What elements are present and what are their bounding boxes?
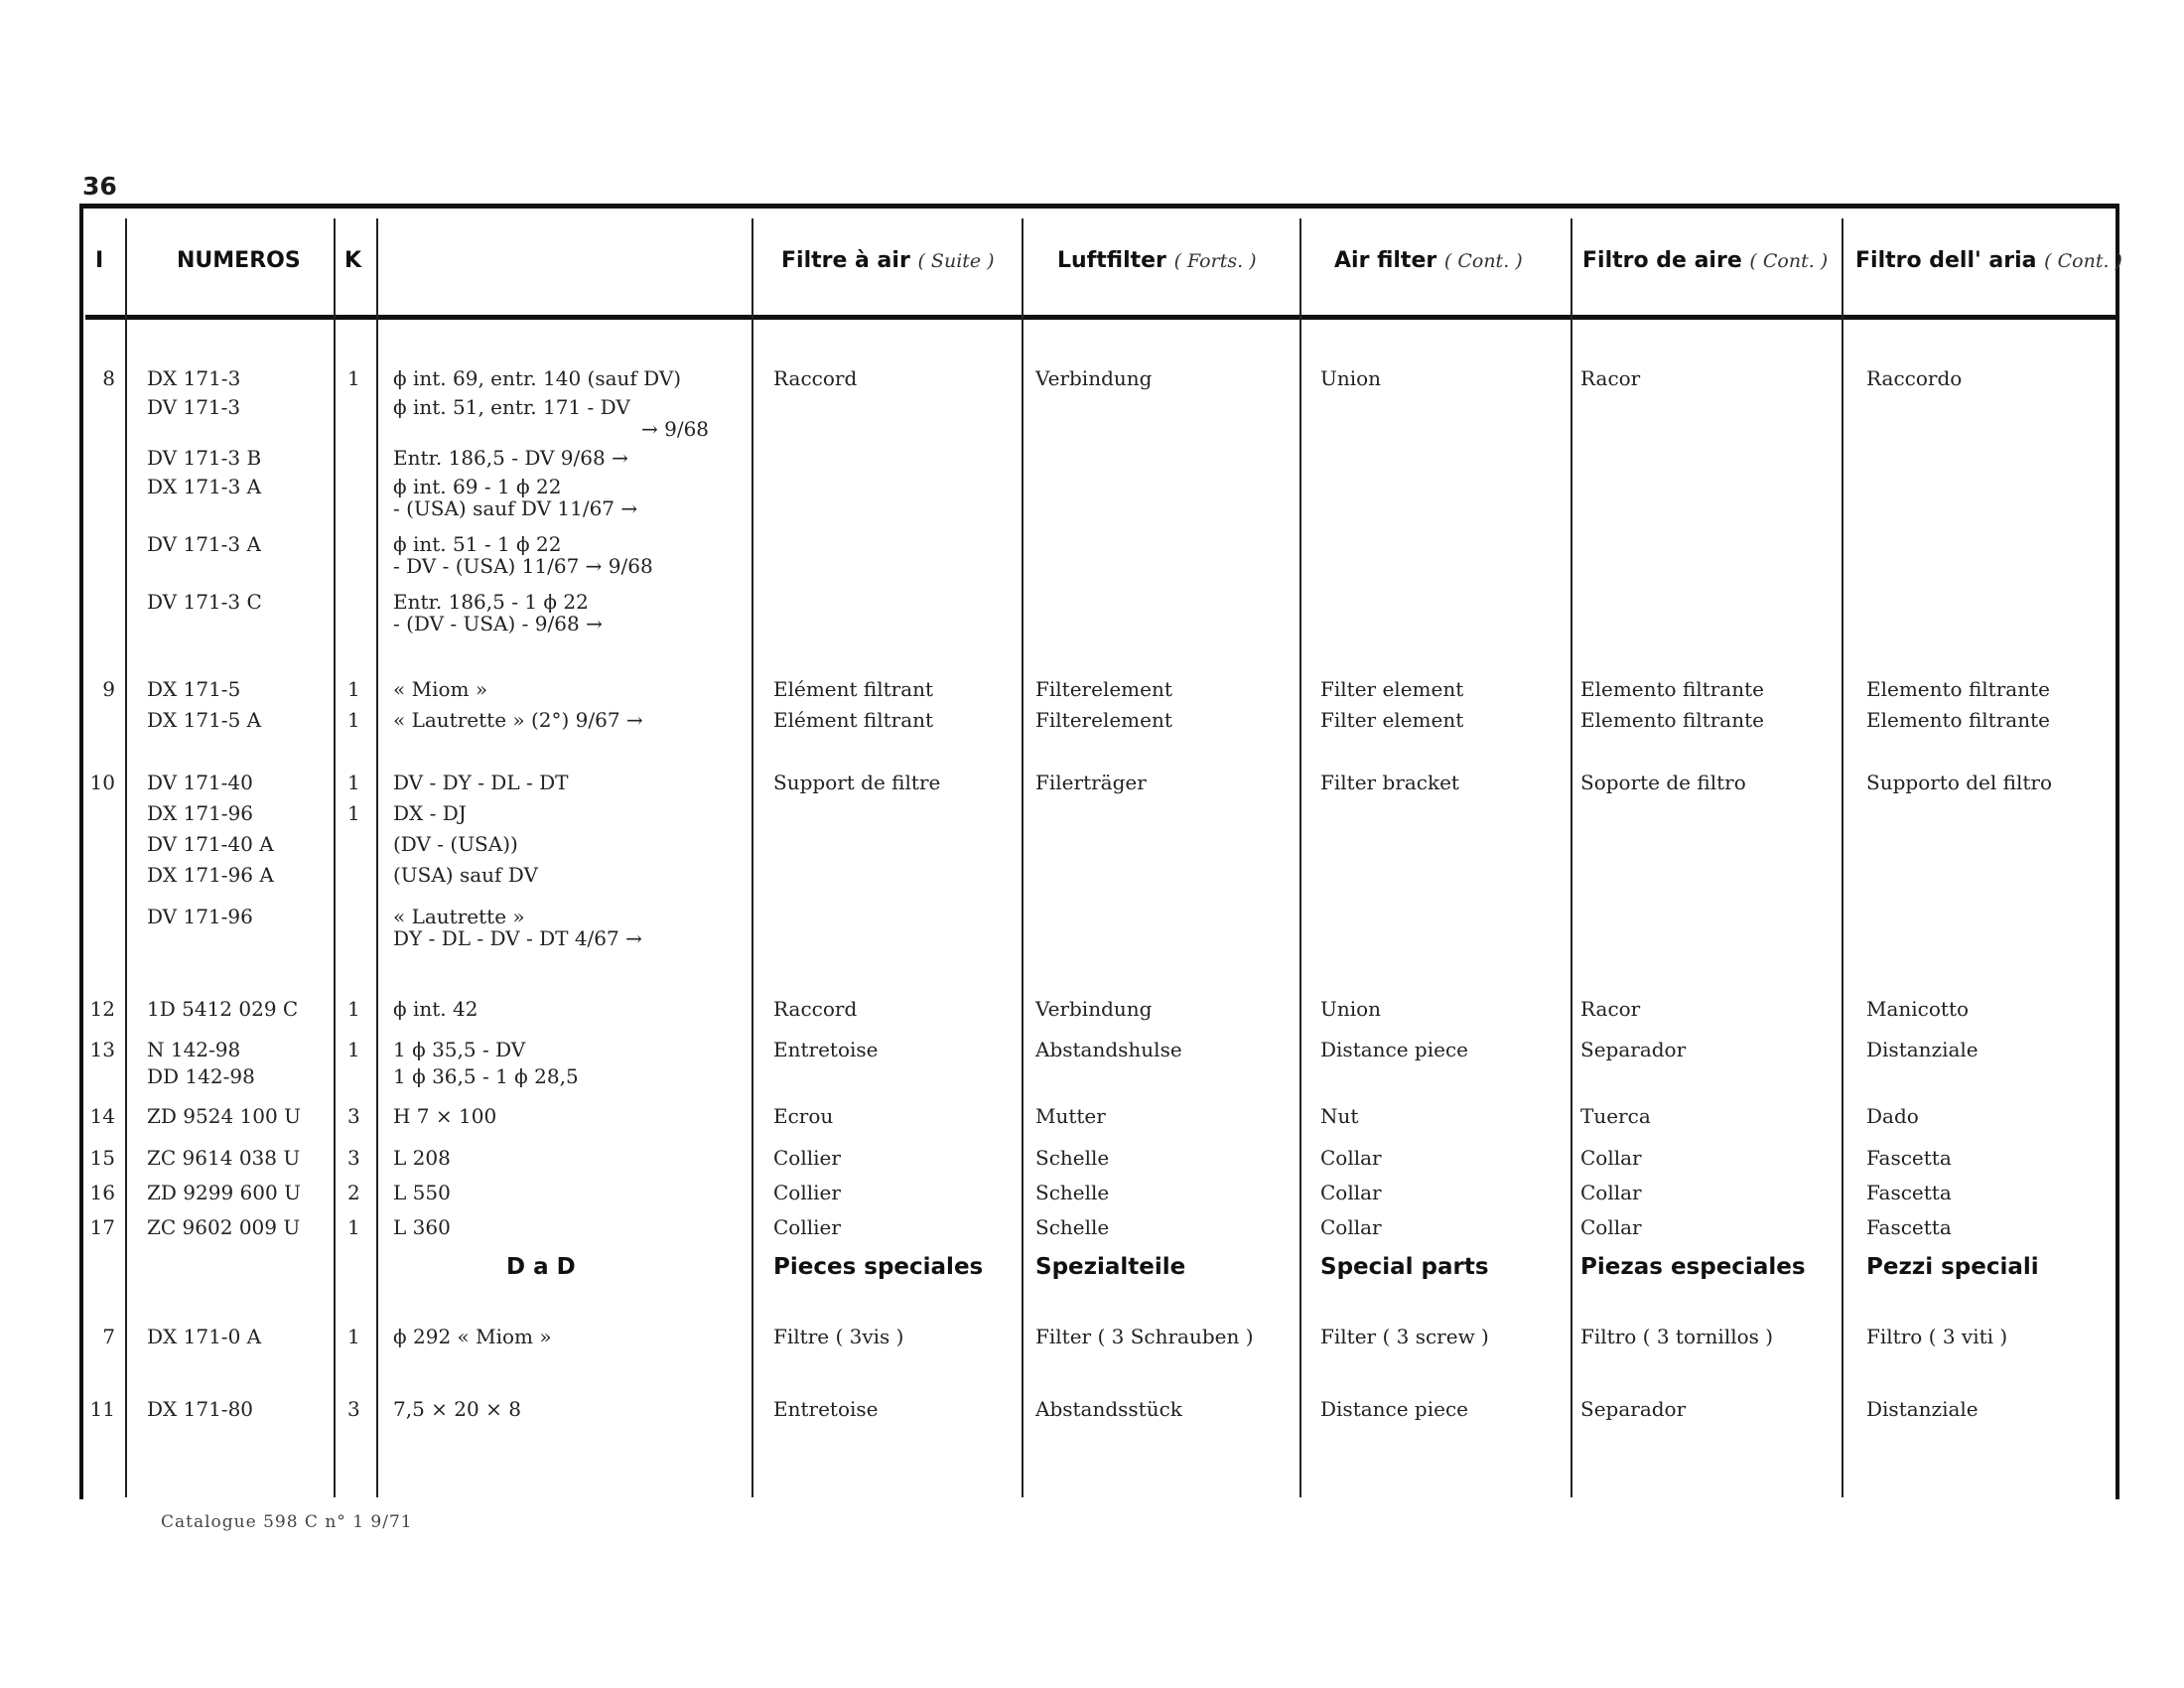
column-divider: [1299, 218, 1301, 1497]
quantity: 1: [347, 1215, 360, 1239]
quantity: 1: [347, 366, 360, 390]
french-name: Collier: [773, 1146, 841, 1170]
spanish-name: Soporte de filtro: [1580, 771, 1746, 794]
description-line: ϕ 292 « Miom »: [393, 1325, 552, 1348]
column-divider: [125, 218, 127, 1497]
german-name: Spezialteile: [1035, 1254, 1186, 1280]
english-name: Filter bracket: [1320, 771, 1459, 794]
part-number: DX 171-5 A: [147, 708, 262, 732]
part-number: DX 171-96: [147, 801, 254, 825]
italian-name: Manicotto: [1866, 997, 1970, 1021]
part-number: ZC 9602 009 U: [147, 1215, 301, 1239]
english-name: Filter ( 3 screw ): [1320, 1325, 1489, 1348]
english-name: Union: [1320, 997, 1382, 1021]
italian-name: Fascetta: [1866, 1146, 1952, 1170]
description-line: ϕ int. 42: [393, 997, 478, 1021]
description-line: ϕ int. 69 - 1 ϕ 22: [393, 475, 562, 498]
german-name: Abstandsstück: [1035, 1397, 1182, 1421]
spanish-name: Piezas especiales: [1580, 1254, 1806, 1280]
english-name: Filter element: [1320, 708, 1464, 732]
header-french: [781, 248, 995, 273]
column-divider: [376, 218, 378, 1497]
german-name: Filerträger: [1035, 771, 1147, 794]
quantity: 1: [347, 1325, 360, 1348]
german-name: Verbindung: [1035, 997, 1153, 1021]
part-number: DV 171-3 C: [147, 590, 262, 614]
quantity: 3: [347, 1146, 360, 1170]
description-line: ϕ int. 69, entr. 140 (sauf DV): [393, 366, 682, 390]
description-line: ϕ int. 51 - 1 ϕ 22: [393, 532, 562, 556]
description: [393, 678, 487, 700]
italian-name: Pezzi speciali: [1866, 1254, 2039, 1280]
description: [393, 533, 653, 577]
french-name: Raccord: [773, 997, 858, 1021]
italian-name: Supporto del filtro: [1866, 771, 2052, 794]
description: [393, 864, 538, 886]
description: [393, 1326, 552, 1347]
description: [393, 772, 568, 793]
description: [393, 1147, 451, 1169]
part-number: DD 142-98: [147, 1064, 255, 1088]
part-number: DV 171-40: [147, 771, 253, 794]
row-index: 10: [89, 771, 115, 794]
catalogue-footer: Catalogue 598 C n° 1 9/71: [161, 1512, 413, 1532]
description-line: (DV - (USA)): [393, 832, 518, 856]
french-name: Entretoise: [773, 1038, 879, 1061]
english-name: Filter element: [1320, 677, 1464, 701]
english-name: Distance piece: [1320, 1038, 1469, 1061]
header-k: K: [344, 248, 362, 273]
description-line: → 9/68: [641, 417, 710, 441]
french-name: Elément filtrant: [773, 677, 934, 701]
description: [393, 1039, 525, 1060]
part-number: ZC 9614 038 U: [147, 1146, 301, 1170]
header-italian: [1855, 248, 2122, 273]
row-index: 9: [102, 677, 115, 701]
description-line: L 208: [393, 1146, 451, 1170]
description: [393, 447, 628, 469]
description-line: L 360: [393, 1215, 451, 1239]
row-index: 15: [89, 1146, 115, 1170]
spanish-name: Collar: [1580, 1181, 1642, 1204]
german-name: Mutter: [1035, 1104, 1106, 1128]
header-english-sub: ( Cont. ): [1443, 250, 1523, 272]
description-line: - (DV - USA) - 9/68 →: [393, 612, 603, 635]
table-frame: [79, 204, 2119, 1499]
page-number: 36: [82, 172, 117, 201]
spanish-name: Racor: [1580, 366, 1641, 390]
column-divider: [1842, 218, 1843, 1497]
part-number: DX 171-80: [147, 1397, 254, 1421]
column-divider: [1022, 218, 1024, 1497]
header-german-main: Luftfilter: [1057, 248, 1166, 273]
french-name: Elément filtrant: [773, 708, 934, 732]
row-index: 11: [89, 1397, 115, 1421]
row-index: 8: [102, 366, 115, 390]
italian-name: Elemento filtrante: [1866, 708, 2050, 732]
column-divider: [1570, 218, 1572, 1497]
column-divider: [334, 218, 336, 1497]
part-number: DX 171-3 A: [147, 475, 262, 498]
spanish-name: Separador: [1580, 1038, 1687, 1061]
description-line: DY - DL - DV - DT 4/67 →: [393, 926, 642, 950]
description: [393, 998, 478, 1020]
german-name: Filterelement: [1035, 708, 1172, 732]
french-name: Ecrou: [773, 1104, 834, 1128]
quantity: 3: [347, 1397, 360, 1421]
spanish-name: Collar: [1580, 1146, 1642, 1170]
french-name: Collier: [773, 1181, 841, 1204]
header-rule: [85, 315, 2116, 320]
description: [393, 1182, 451, 1203]
description-line: Entr. 186,5 - DV 9/68 →: [393, 446, 628, 470]
english-name: Collar: [1320, 1215, 1382, 1239]
german-name: Filter ( 3 Schrauben ): [1035, 1325, 1254, 1348]
header-spanish-main: Filtro de aire: [1582, 248, 1742, 273]
description-line: L 550: [393, 1181, 451, 1204]
header-i: I: [95, 248, 104, 273]
french-name: Pieces speciales: [773, 1254, 984, 1280]
english-name: Distance piece: [1320, 1397, 1469, 1421]
english-name: Collar: [1320, 1146, 1382, 1170]
italian-name: Distanziale: [1866, 1038, 1979, 1061]
description: [393, 591, 603, 634]
part-number: 1D 5412 029 C: [147, 997, 299, 1021]
english-name: Nut: [1320, 1104, 1359, 1128]
row-index: 7: [102, 1325, 115, 1348]
quantity: 1: [347, 997, 360, 1021]
description: [393, 367, 681, 389]
header-spanish: [1582, 248, 1828, 273]
description: [393, 709, 643, 731]
german-name: Filterelement: [1035, 677, 1172, 701]
italian-name: Fascetta: [1866, 1215, 1952, 1239]
description: [393, 1398, 521, 1420]
header-spanish-sub: ( Cont. ): [1749, 250, 1829, 272]
description: [393, 802, 467, 824]
description-line: 7,5 × 20 × 8: [393, 1397, 521, 1421]
part-number: DV 171-3 A: [147, 532, 261, 556]
german-name: Schelle: [1035, 1146, 1110, 1170]
column-divider: [751, 218, 753, 1497]
description-line: DX - DJ: [393, 801, 467, 825]
english-name: Collar: [1320, 1181, 1382, 1204]
description: [393, 1105, 496, 1127]
quantity: 1: [347, 677, 360, 701]
spanish-name: Tuerca: [1580, 1104, 1651, 1128]
header-french-main: Filtre à air: [781, 248, 910, 273]
german-name: Schelle: [1035, 1181, 1110, 1204]
row-index: 12: [89, 997, 115, 1021]
description-line: - DV - (USA) 11/67 → 9/68: [393, 554, 653, 578]
italian-name: Filtro ( 3 viti ): [1866, 1325, 2008, 1348]
spanish-name: Elemento filtrante: [1580, 677, 1764, 701]
header-numeros: NUMEROS: [177, 248, 301, 273]
part-number: DX 171-0 A: [147, 1325, 262, 1348]
row-index: 16: [89, 1181, 115, 1204]
quantity: 3: [347, 1104, 360, 1128]
description-line: H 7 × 100: [393, 1104, 497, 1128]
description-line: DV - DY - DL - DT: [393, 771, 569, 794]
description-line: D a D: [506, 1254, 576, 1280]
description: [393, 396, 709, 440]
spanish-name: Filtro ( 3 tornillos ): [1580, 1325, 1774, 1348]
header-german-sub: ( Forts. ): [1173, 250, 1257, 272]
french-name: Entretoise: [773, 1397, 879, 1421]
description-line: « Lautrette »: [393, 905, 525, 928]
header-french-sub: ( Suite ): [917, 250, 995, 272]
quantity: 1: [347, 1038, 360, 1061]
description-line: (USA) sauf DV: [393, 863, 538, 887]
header-german: [1057, 248, 1257, 273]
part-number: DV 171-3 B: [147, 446, 262, 470]
italian-name: Raccordo: [1866, 366, 1963, 390]
description: [393, 476, 637, 519]
italian-name: Elemento filtrante: [1866, 677, 2050, 701]
english-name: Special parts: [1320, 1254, 1489, 1280]
quantity: 1: [347, 771, 360, 794]
description-line: « Miom »: [393, 677, 488, 701]
part-number: DX 171-96 A: [147, 863, 274, 887]
english-name: Union: [1320, 366, 1382, 390]
german-name: Verbindung: [1035, 366, 1153, 390]
french-name: Collier: [773, 1215, 841, 1239]
description: [393, 833, 518, 855]
italian-name: Dado: [1866, 1104, 1919, 1128]
spanish-name: Separador: [1580, 1397, 1687, 1421]
part-number: DV 171-96: [147, 905, 253, 928]
french-name: Raccord: [773, 366, 858, 390]
row-index: 14: [89, 1104, 115, 1128]
header-english: [1334, 248, 1523, 273]
part-number: DV 171-40 A: [147, 832, 274, 856]
french-name: Support de filtre: [773, 771, 941, 794]
header-italian-main: Filtro dell' aria: [1855, 248, 2037, 273]
part-number: DX 171-5: [147, 677, 241, 701]
quantity: 1: [347, 801, 360, 825]
header-english-main: Air filter: [1334, 248, 1437, 273]
part-number: ZD 9299 600 U: [147, 1181, 301, 1204]
header-italian-sub: ( Cont. ): [2044, 250, 2122, 272]
description: [393, 1216, 451, 1238]
spanish-name: Collar: [1580, 1215, 1642, 1239]
german-name: Abstandshulse: [1035, 1038, 1182, 1061]
row-index: 13: [89, 1038, 115, 1061]
french-name: Filtre ( 3vis ): [773, 1325, 904, 1348]
row-index: 17: [89, 1215, 115, 1239]
quantity: 1: [347, 708, 360, 732]
description-line: « Lautrette » (2°) 9/67 →: [393, 708, 643, 732]
description: [393, 906, 642, 949]
description-line: 1 ϕ 36,5 - 1 ϕ 28,5: [393, 1064, 579, 1088]
part-number: N 142-98: [147, 1038, 241, 1061]
description-line: Entr. 186,5 - 1 ϕ 22: [393, 590, 589, 614]
part-number: DX 171-3: [147, 366, 241, 390]
italian-name: Distanziale: [1866, 1397, 1979, 1421]
description: [506, 1256, 576, 1278]
description: [393, 1065, 579, 1087]
quantity: 2: [347, 1181, 360, 1204]
part-number: ZD 9524 100 U: [147, 1104, 301, 1128]
description-line: ϕ int. 51, entr. 171 - DV: [393, 395, 630, 419]
description-line: - (USA) sauf DV 11/67 →: [393, 496, 638, 520]
spanish-name: Elemento filtrante: [1580, 708, 1764, 732]
description-line: 1 ϕ 35,5 - DV: [393, 1038, 526, 1061]
german-name: Schelle: [1035, 1215, 1110, 1239]
spanish-name: Racor: [1580, 997, 1641, 1021]
part-number: DV 171-3: [147, 395, 241, 419]
italian-name: Fascetta: [1866, 1181, 1952, 1204]
